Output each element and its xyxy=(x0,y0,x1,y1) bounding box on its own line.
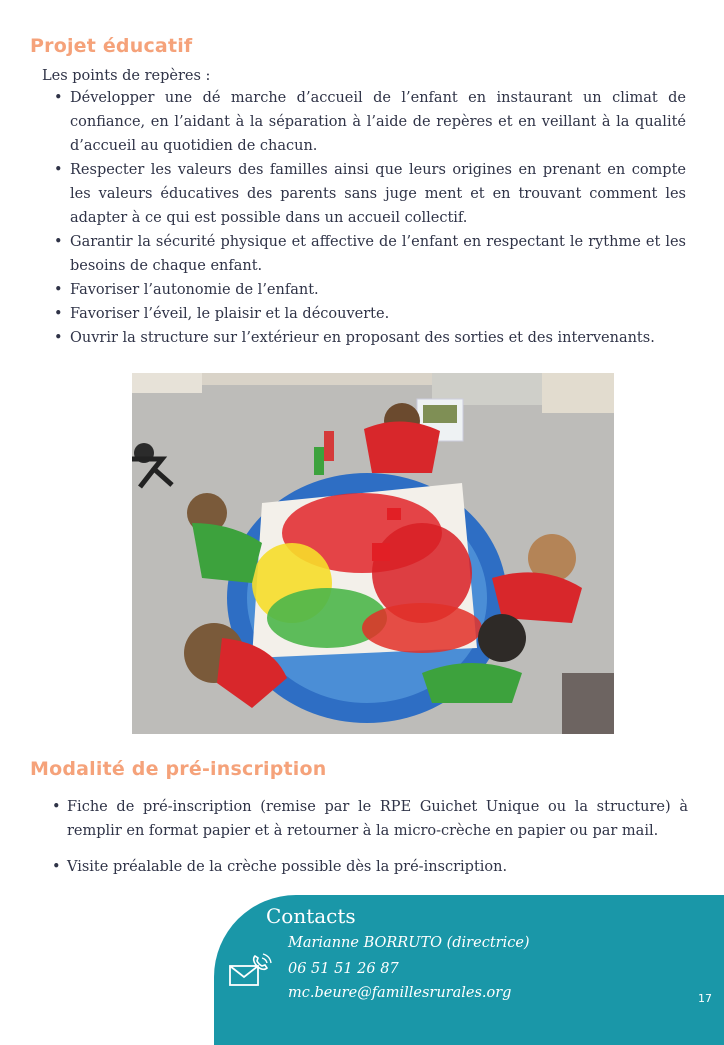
page-number: 17 xyxy=(698,992,712,1005)
list-item: • Favoriser l’éveil, le plaisir et la découverte. xyxy=(50,302,686,326)
list-item: • Fiche de pré-inscription (remise par le RPE Guichet Unique ou la structure) à remplir en format papier et à retourner à la micro-crèche en papier ou par mail. xyxy=(50,795,688,843)
list-item: • Ouvrir la structure sur l’extérieur en proposant des sorties et des intervenants. xyxy=(50,326,686,350)
list-item: • Favoriser l’autonomie de l’enfant. xyxy=(50,278,686,302)
section-title-projet-educatif: Projet éducatif xyxy=(30,35,193,57)
contact-phone[interactable]: 06 51 51 26 87 xyxy=(288,961,399,977)
list-item: • Respecter les valeurs des familles ainsi que leurs origines en prenant en compte les valeurs éducatives des parents sans juge ment et en trouvant comment les adapter à ce qui est possible dans un accueil collectif. xyxy=(50,158,686,230)
list-item: • Visite préalable de la crèche possible dès la pré-inscription. xyxy=(50,855,688,879)
mail-phone-icon xyxy=(228,952,274,988)
list-item: • Développer une dé marche d’accueil de l’enfant en instaurant un climat de confiance, en l’aidant à la séparation à l’aide de repères et en veillant à la qualité d’accueil au quotidien de chacun. xyxy=(50,86,686,158)
contact-name: Marianne BORRUTO (directrice) xyxy=(288,935,530,951)
contacts-title: Contacts xyxy=(266,904,356,928)
section-title-pre-inscription: Modalité de pré-inscription xyxy=(30,758,327,780)
list-item: • Garantir la sécurité physique et affective de l’enfant en respectant le rythme et les besoins de chaque enfant. xyxy=(50,230,686,278)
contact-email[interactable]: mc.beure@famillesrurales.org xyxy=(288,985,512,1001)
children-painting-photo xyxy=(132,373,614,734)
reperes-list xyxy=(50,86,686,350)
intro-text: Les points de repères : xyxy=(42,68,211,84)
pre-inscription-list xyxy=(50,795,688,879)
